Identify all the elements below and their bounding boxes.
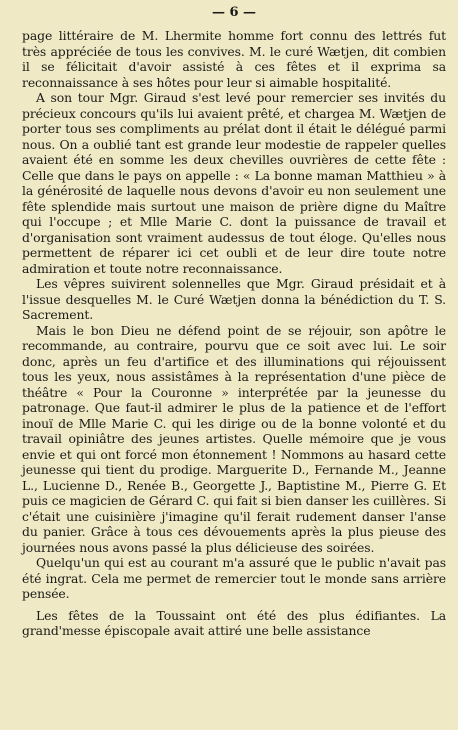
paragraph-3: Les vêpres suivirent solennelles que Mgr. Giraud présidait et à l'issue desquelles M. le Curé Wætjen donna la bénédiction du T. S. Sacrement.	[22, 276, 446, 322]
paragraph-4: Mais le bon Dieu ne défend point de se réjouir, son apôtre le recommande, au contraire, pourvu que ce soit avec lui. Le soir donc, après un feu d'artifice et des illuminations qui réjouissent tous les yeux, nous assistâmes à la représentation d'une pièce de théâtre « Pour la Couronne » interprétée par la jeunesse du patronage. Que faut-il admirer le plus de la patience et de l'effort inouï de Mlle Marie C. qui les dirige ou de la bonne volonté et du travail opiniâtre des jeunes artistes. Quelle mémoire que je vous envie et qui ont forcé mon étonnement ! Nommons au hasard cette jeunesse qui tient du prodige. Marguerite D., Fernande M., Jeanne L., Lucienne D., Renée B., Georgette J., Baptistine M., Pierre G. Et puis ce magicien de Gérard C. qui fait si bien danser les cuillères. Si c'était une cuisinière j'imagine qu'il ferait rudement danser l'anse du panier. Grâce à tous ces dévouements après la plus pieuse des journées nous avons passé la plus délicieuse des soirées.	[22, 322, 446, 555]
paragraph-5: Quelqu'un qui est au courant m'a assuré que le public n'avait pas été ingrat. Cela me permet de remercier tout le monde sans arrière pensée.	[22, 555, 446, 601]
page-number: — 6 —	[211, 5, 257, 20]
paragraph-2: A son tour Mgr. Giraud s'est levé pour remercier ses invités du précieux concours qu'ils lui avaient prêté, et chargea M. Wætjen de porter tous ses compliments au prélat dont il était le délégué parmi nous. On a oublié tant est grande leur modestie de rappeler quelles avaient été en somme les deux chevilles ouvrières de cette fête : Celle que dans le pays on appelle : « La bonne maman Matthieu » à la générosité de laquelle nous devons d'avoir eu non seulement une fête splendide mais surtout une maison de prière digne du Maître qui l'occupe ; et Mlle Marie C. dont la puissance de travail et d'organisation sont vraiment audessus de tout éloge. Qu'elles nous permettent de réparer ici cet oubli et de leur dire toute notre admiration et toute notre reconnaissance.	[22, 90, 446, 276]
paragraph-1: page littéraire de M. Lhermite homme fort connu des lettrés fut très appréciée de tous les convives. M. le curé Wætjen, dit combien il se félicitait d'avoir assisté à ces fêtes et il exprima sa reconnaissance à ses hôtes pour leur si aimable hospitalité.	[22, 28, 446, 90]
paragraph-6: Les fêtes de la Toussaint ont été des plus édifiantes. La grand'messe épiscopale avait attiré une belle assistance	[22, 607, 446, 638]
